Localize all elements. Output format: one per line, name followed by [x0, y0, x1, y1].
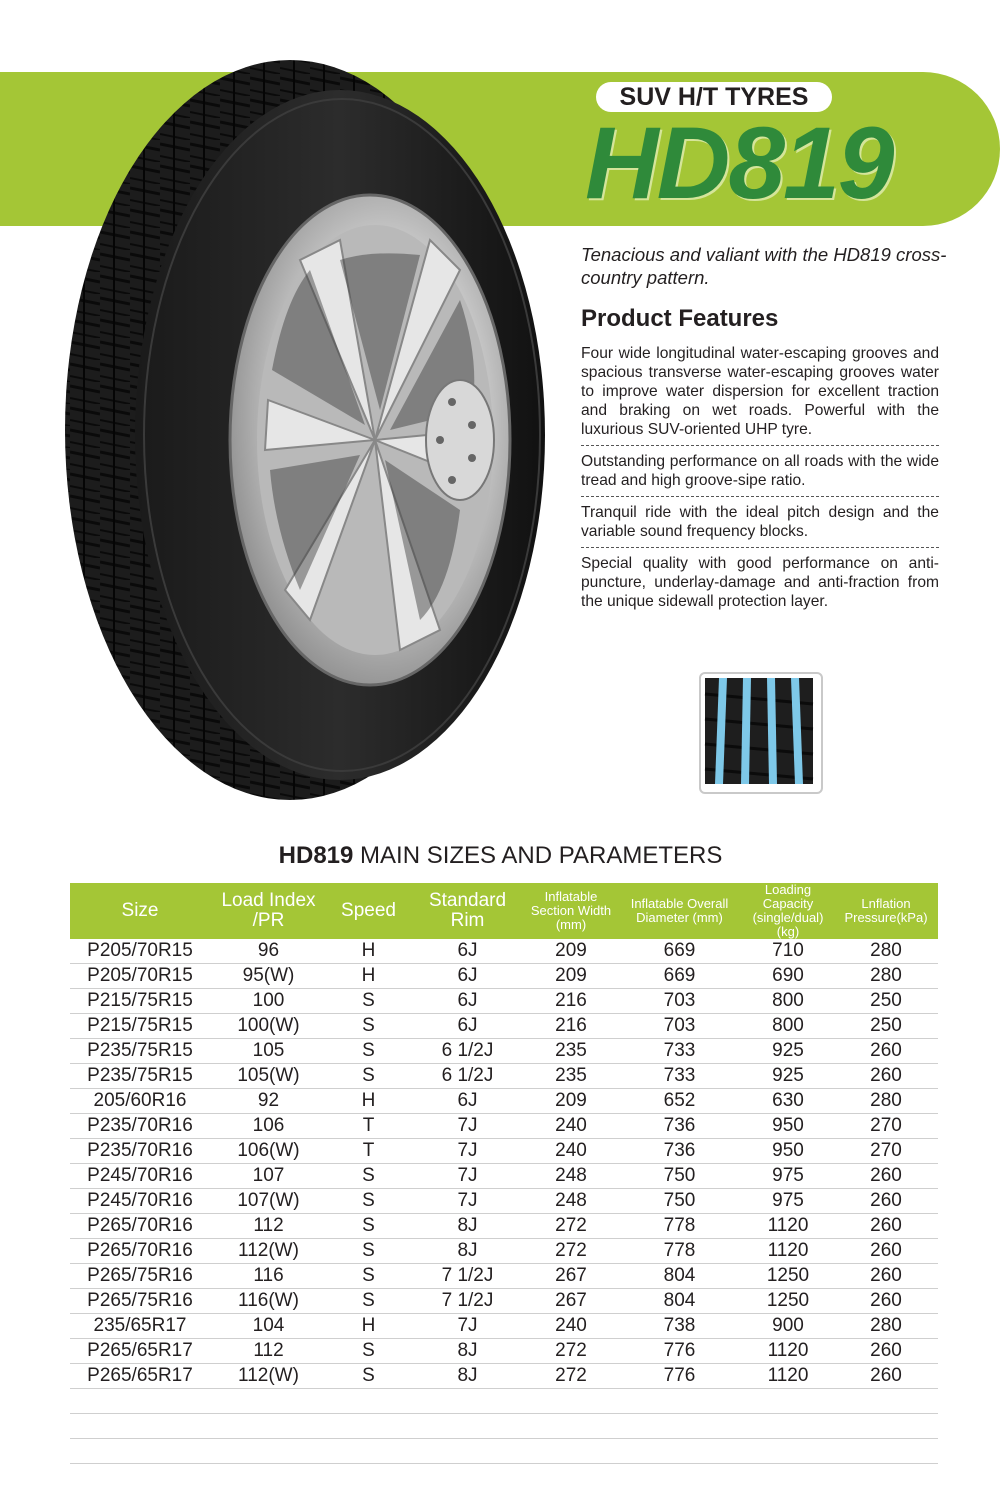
table-cell [525, 1414, 617, 1439]
table-cell: 112 [210, 1214, 327, 1239]
model-title: HD819 [585, 106, 893, 220]
table-cell [210, 1439, 327, 1464]
table-cell: 900 [742, 1314, 834, 1339]
table-cell: 950 [742, 1139, 834, 1164]
table-cell: 7J [410, 1114, 525, 1139]
table-empty-row [70, 1389, 938, 1414]
table-cell [742, 1414, 834, 1439]
table-row [70, 939, 938, 964]
table-cell: 6 1/2J [410, 1064, 525, 1089]
feature-item: Four wide longitudinal water-escaping grooves and spacious transverse water-escaping grooves water to improve water dispersion for excellent traction and braking on wet roads. Powerful with the luxurious SUV-oriented UHP tyre. [581, 345, 939, 438]
table-cell: P265/70R16 [70, 1239, 210, 1264]
table-cell [70, 1414, 210, 1439]
table-cell: S [327, 1189, 410, 1214]
tire-image [40, 30, 570, 830]
table-cell: 710 [742, 939, 834, 964]
table-row [70, 1164, 938, 1189]
table-cell: 7 1/2J [410, 1289, 525, 1314]
table-cell: 6J [410, 1089, 525, 1114]
table-cell: 240 [525, 1114, 617, 1139]
table-cell: 260 [834, 1339, 938, 1364]
table-row [70, 1014, 938, 1039]
table-cell: 240 [525, 1314, 617, 1339]
table-cell: P245/70R16 [70, 1164, 210, 1189]
table-title-model: HD819 [278, 842, 354, 869]
table-cell: 776 [617, 1339, 742, 1364]
table-cell: 738 [617, 1314, 742, 1339]
table-cell [410, 1389, 525, 1414]
table-cell: 736 [617, 1114, 742, 1139]
table-cell: 272 [525, 1364, 617, 1389]
table-cell: 8J [410, 1214, 525, 1239]
tire-illustration [40, 30, 570, 830]
table-cell: 209 [525, 939, 617, 964]
table-row [70, 1289, 938, 1314]
table-cell: T [327, 1139, 410, 1164]
table-cell [834, 1389, 938, 1414]
table-cell: H [327, 1314, 410, 1339]
table-cell: P265/65R17 [70, 1339, 210, 1364]
table-cell: H [327, 939, 410, 964]
table-cell: 778 [617, 1239, 742, 1264]
table-cell: 116(W) [210, 1289, 327, 1314]
table-cell: P235/70R16 [70, 1114, 210, 1139]
table-cell: 100 [210, 989, 327, 1014]
table-cell [834, 1414, 938, 1439]
tread-pattern-illustration [701, 674, 817, 788]
table-cell: 669 [617, 939, 742, 964]
table-row [70, 1089, 938, 1114]
tagline: Tenacious and valiant with the HD819 cross-country pattern. [581, 244, 947, 288]
table-cell: P265/75R16 [70, 1289, 210, 1314]
table-cell: 106 [210, 1114, 327, 1139]
column-header: Inflatable Overall Diameter (mm) [617, 883, 742, 939]
table-row [70, 1264, 938, 1289]
table-title-text: MAIN SIZES AND PARAMETERS [360, 842, 723, 869]
table-cell: 235 [525, 1039, 617, 1064]
table-cell: P235/75R15 [70, 1039, 210, 1064]
table-cell: 280 [834, 1089, 938, 1114]
table-cell: 107(W) [210, 1189, 327, 1214]
table-cell: 267 [525, 1289, 617, 1314]
table-cell: 703 [617, 1014, 742, 1039]
table-cell: 95(W) [210, 964, 327, 989]
table-cell: 1250 [742, 1289, 834, 1314]
table-cell: 250 [834, 989, 938, 1014]
table-cell: P215/75R15 [70, 989, 210, 1014]
table-cell [617, 1439, 742, 1464]
table-cell: 106(W) [210, 1139, 327, 1164]
table-cell: 105(W) [210, 1064, 327, 1089]
table-cell: 112(W) [210, 1239, 327, 1264]
table-cell: P245/70R16 [70, 1189, 210, 1214]
table-cell: 270 [834, 1114, 938, 1139]
table-empty-row [70, 1414, 938, 1439]
table-cell: 116 [210, 1264, 327, 1289]
table-cell [410, 1439, 525, 1464]
table-cell: 690 [742, 964, 834, 989]
table-cell: 669 [617, 964, 742, 989]
table-cell: 733 [617, 1064, 742, 1089]
table-cell [70, 1389, 210, 1414]
table-cell: 260 [834, 1189, 938, 1214]
table-cell: 8J [410, 1364, 525, 1389]
table-cell: 267 [525, 1264, 617, 1289]
table-cell: H [327, 1089, 410, 1114]
table-cell [834, 1439, 938, 1464]
table-cell [525, 1439, 617, 1464]
table-cell: 925 [742, 1064, 834, 1089]
table-cell: 235 [525, 1064, 617, 1089]
table-cell [210, 1389, 327, 1414]
table-row [70, 1214, 938, 1239]
table-cell: 260 [834, 1264, 938, 1289]
table-cell: 216 [525, 1014, 617, 1039]
table-cell: 235/65R17 [70, 1314, 210, 1339]
table-cell: 248 [525, 1189, 617, 1214]
table-cell [410, 1414, 525, 1439]
table-cell: 652 [617, 1089, 742, 1114]
table-row [70, 1114, 938, 1139]
table-cell: 280 [834, 964, 938, 989]
column-header: Inflatable Section Width (mm) [525, 883, 617, 939]
table-cell: 260 [834, 1164, 938, 1189]
features-list [581, 344, 939, 617]
table-cell: 260 [834, 1064, 938, 1089]
table-cell: P215/75R15 [70, 1014, 210, 1039]
table-cell: S [327, 1164, 410, 1189]
table-row [70, 1239, 938, 1264]
table-cell: 248 [525, 1164, 617, 1189]
table-cell: 260 [834, 1239, 938, 1264]
table-cell: S [327, 1289, 410, 1314]
table-cell: 100(W) [210, 1014, 327, 1039]
table-cell: 703 [617, 989, 742, 1014]
table-cell: 272 [525, 1239, 617, 1264]
feature-item: Tranquil ride with the ideal pitch design and the variable sound frequency blocks. [581, 496, 939, 547]
table-cell: 96 [210, 939, 327, 964]
column-header: Size [70, 883, 210, 939]
table-cell: 6J [410, 964, 525, 989]
table-title [0, 842, 1001, 870]
table-cell: 1120 [742, 1339, 834, 1364]
table-cell: 7J [410, 1189, 525, 1214]
table-cell [327, 1389, 410, 1414]
table-row [70, 989, 938, 1014]
table-cell: 804 [617, 1264, 742, 1289]
table-cell: 7J [410, 1164, 525, 1189]
category-badge: SUV H/T TYRES [596, 82, 832, 112]
table-cell: 250 [834, 1014, 938, 1039]
table-cell: 736 [617, 1139, 742, 1164]
table-cell: S [327, 1039, 410, 1064]
table-cell: 112(W) [210, 1364, 327, 1389]
column-header: Load Index /PR [210, 883, 327, 939]
table-row [70, 1039, 938, 1064]
table-cell: 7 1/2J [410, 1264, 525, 1289]
table-empty-row [70, 1439, 938, 1464]
table-cell: 8J [410, 1339, 525, 1364]
table-cell: 6 1/2J [410, 1039, 525, 1064]
table-cell: S [327, 1239, 410, 1264]
table-cell: 778 [617, 1214, 742, 1239]
table-cell: S [327, 1339, 410, 1364]
table-cell: 6J [410, 1014, 525, 1039]
table-cell: 280 [834, 1314, 938, 1339]
table-cell: S [327, 1214, 410, 1239]
table-cell: 800 [742, 1014, 834, 1039]
table-cell: P235/70R16 [70, 1139, 210, 1164]
table-cell [70, 1439, 210, 1464]
table-cell: 112 [210, 1339, 327, 1364]
table-cell: 209 [525, 964, 617, 989]
feature-item: Outstanding performance on all roads with the wide tread and high groove-sipe ratio. [581, 445, 939, 496]
table-cell [525, 1389, 617, 1414]
table-cell: P235/75R15 [70, 1064, 210, 1089]
table-cell: 925 [742, 1039, 834, 1064]
table-cell: 272 [525, 1339, 617, 1364]
table-header-row [70, 883, 938, 939]
column-header: Lnflation Pressure(kPa) [834, 883, 938, 939]
table-cell [327, 1414, 410, 1439]
table-cell: 750 [617, 1164, 742, 1189]
table-cell: 240 [525, 1139, 617, 1164]
table-cell [327, 1439, 410, 1464]
features-title: Product Features [581, 305, 779, 332]
table-cell: 107 [210, 1164, 327, 1189]
table-row [70, 1314, 938, 1339]
table-cell: S [327, 1014, 410, 1039]
table-row [70, 964, 938, 989]
table-cell: 975 [742, 1164, 834, 1189]
table-cell: 260 [834, 1364, 938, 1389]
table-cell: 205/60R16 [70, 1089, 210, 1114]
table-cell: 92 [210, 1089, 327, 1114]
table-cell: 209 [525, 1089, 617, 1114]
table-row [70, 1339, 938, 1364]
table-cell: 272 [525, 1214, 617, 1239]
table-cell: 8J [410, 1239, 525, 1264]
table-cell: 105 [210, 1039, 327, 1064]
table-cell: 804 [617, 1289, 742, 1314]
table-cell [742, 1389, 834, 1414]
table-cell: P265/65R17 [70, 1364, 210, 1389]
column-header: Standard Rim [410, 883, 525, 939]
table-cell: 750 [617, 1189, 742, 1214]
table-cell: 260 [834, 1289, 938, 1314]
table-cell: 630 [742, 1089, 834, 1114]
table-cell [210, 1414, 327, 1439]
table-cell: S [327, 1064, 410, 1089]
table-cell: 260 [834, 1039, 938, 1064]
table-cell [617, 1414, 742, 1439]
table-cell: S [327, 989, 410, 1014]
parameters-table [70, 883, 938, 1464]
table-cell: H [327, 964, 410, 989]
table-cell: 950 [742, 1114, 834, 1139]
table-cell: 104 [210, 1314, 327, 1339]
table-cell: 7J [410, 1139, 525, 1164]
table-cell: 800 [742, 989, 834, 1014]
table-cell: 1120 [742, 1364, 834, 1389]
table-cell: S [327, 1364, 410, 1389]
table-cell: 733 [617, 1039, 742, 1064]
table-row [70, 1139, 938, 1164]
table-row [70, 1364, 938, 1389]
table-row [70, 1189, 938, 1214]
table-cell [617, 1389, 742, 1414]
table-cell: 776 [617, 1364, 742, 1389]
table-cell: 1250 [742, 1264, 834, 1289]
table-cell: 1120 [742, 1214, 834, 1239]
table-cell: 6J [410, 939, 525, 964]
table-cell: P205/70R15 [70, 939, 210, 964]
table-cell: 975 [742, 1189, 834, 1214]
column-header: Loading Capacity (single/dual)(kg) [742, 883, 834, 939]
table-cell: 260 [834, 1214, 938, 1239]
table-cell: T [327, 1114, 410, 1139]
table-cell: 280 [834, 939, 938, 964]
table-cell: P205/70R15 [70, 964, 210, 989]
table-cell: P265/70R16 [70, 1214, 210, 1239]
table-cell: 270 [834, 1139, 938, 1164]
table-cell: 216 [525, 989, 617, 1014]
table-cell: 6J [410, 989, 525, 1014]
table-cell: P265/75R16 [70, 1264, 210, 1289]
column-header: Speed [327, 883, 410, 939]
table-cell: S [327, 1264, 410, 1289]
table-row [70, 1064, 938, 1089]
table-cell [742, 1439, 834, 1464]
feature-item: Special quality with good performance on anti-puncture, underlay-damage and anti-fraction from the unique sidewall protection layer. [581, 547, 939, 617]
table-cell: 1120 [742, 1239, 834, 1264]
tread-pattern-image [699, 672, 823, 794]
table-cell: 7J [410, 1314, 525, 1339]
